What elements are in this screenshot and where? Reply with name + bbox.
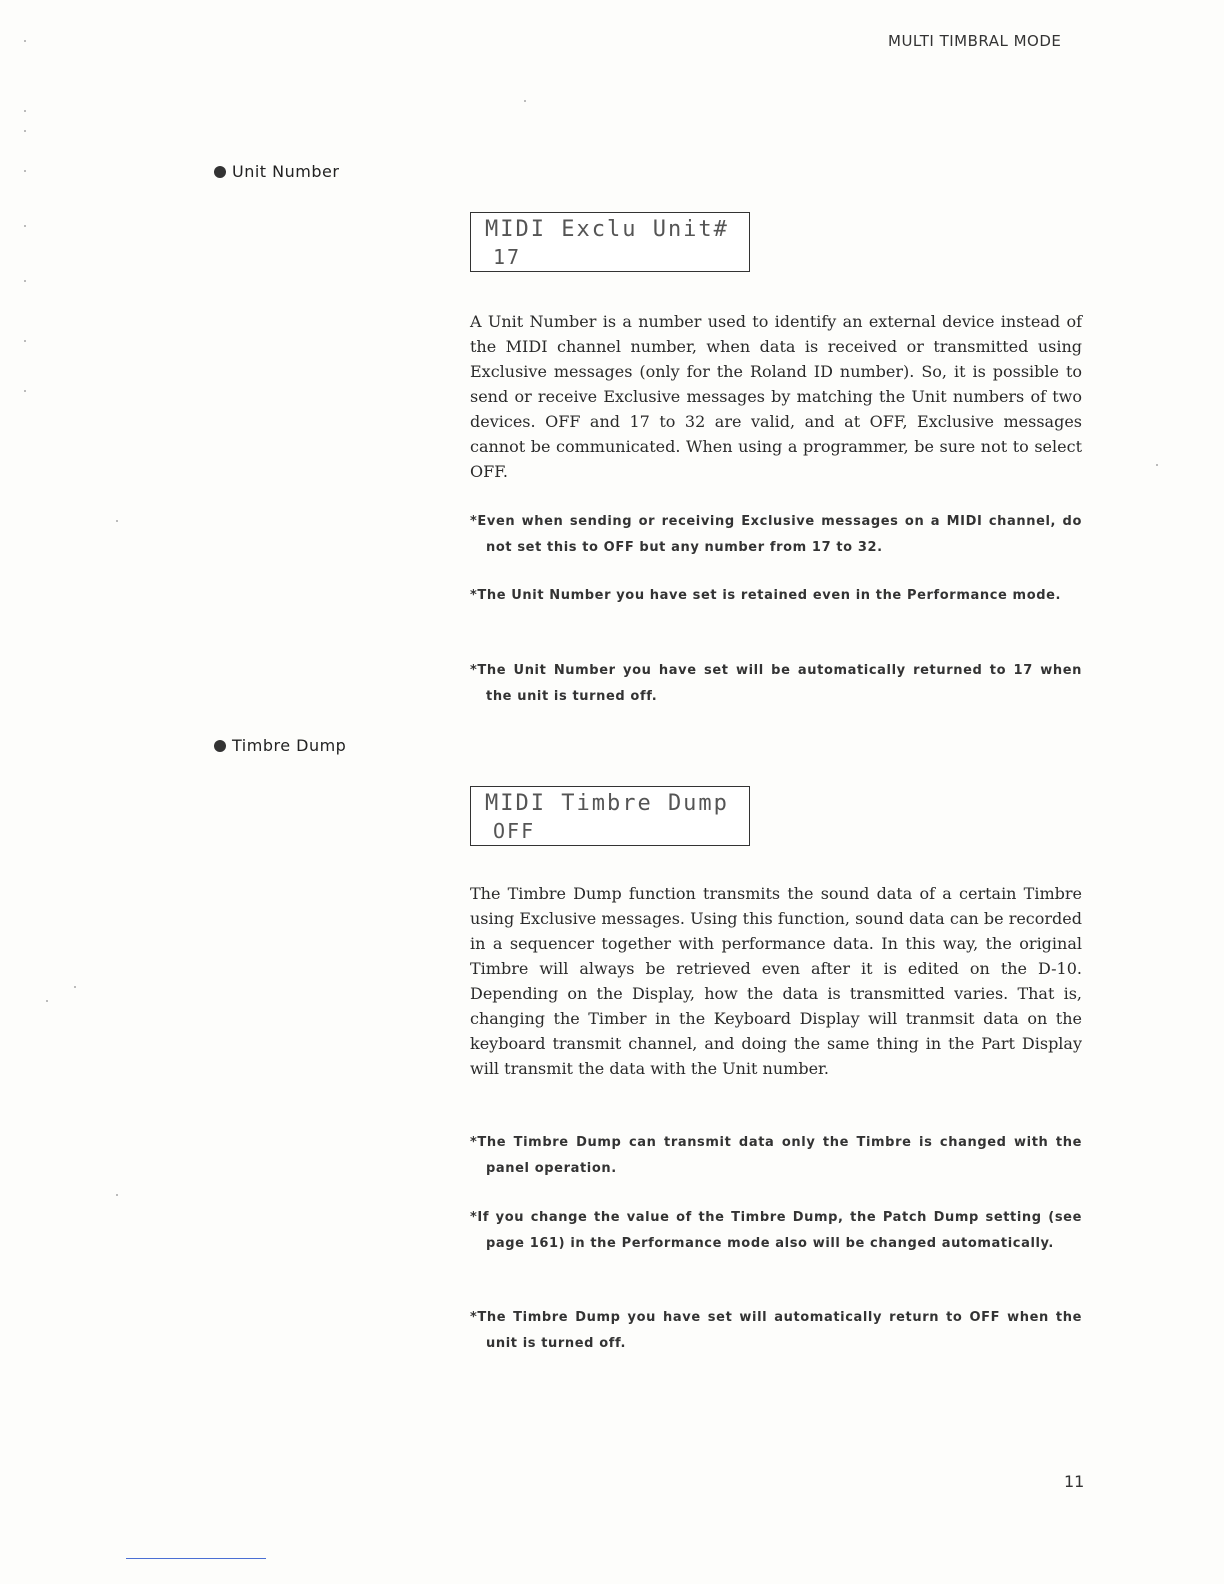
scan-artifact [46, 1000, 48, 1002]
timbre-dump-paragraph: The Timbre Dump function transmits the sound data of a certain Timbre using Exclusive messages. Using this function, sound data can be recorded in a sequencer together with performance data. In this way, the original Timbre will always be retrieved even after it is edited on the D-10. Depending on the Display, how the data is transmitted varies. That is, changing the Timber in the Keyboard Display will tranmsit data on the keyboard transmit channel, and doing the same thing in the Part Display will transmit the data with the Unit number. [470, 884, 1082, 1078]
footer-line [126, 1558, 266, 1559]
unit-number-paragraph: A Unit Number is a number used to identify an external device instead of the MIDI channel number, when data is received or transmitted using Exclusive messages (only for the Roland ID number). So, it is possible to send or receive Exclusive messages by matching the Unit numbers of two devices. OFF and 17 to 32 are valid, and at OFF, Exclusive messages cannot be communicated. When using a programmer, be sure not to select OFF. [470, 312, 1082, 481]
scan-artifact [24, 280, 26, 282]
scan-artifact [116, 1194, 118, 1196]
unit-number-note-1: *Even when sending or receiving Exclusive messages on a MIDI channel, do not set this to OFF but any number from 17 to 32. [470, 514, 1082, 555]
timbre-dump-note-1: *The Timbre Dump can transmit data only the Timbre is changed with the panel operation. [470, 1135, 1082, 1176]
bullet-icon [214, 740, 226, 752]
scan-artifact [24, 390, 26, 392]
lcd-line-2: OFF [493, 819, 536, 843]
scan-artifact [524, 100, 526, 102]
timbre-dump-note-2: *If you change the value of the Timbre Dump, the Patch Dump setting (see page 161) in the Performance mode also will be changed automatically. [470, 1210, 1082, 1251]
page-number: 11 [1064, 1472, 1085, 1491]
section-title-unit-number [214, 162, 339, 181]
unit-number-note-3: *The Unit Number you have set will be automatically returned to 17 when the unit is turned off. [470, 663, 1082, 704]
lcd-line-1: MIDI Timbre Dump [485, 791, 729, 816]
lcd-display-unit-number [470, 212, 750, 272]
section-title-text: Unit Number [232, 162, 340, 181]
scan-artifact [116, 520, 118, 522]
scan-artifact [24, 225, 26, 227]
scan-artifact [24, 340, 26, 342]
scan-artifact [24, 170, 26, 172]
scan-artifact [24, 130, 26, 132]
lcd-line-1: MIDI Exclu Unit# [485, 217, 729, 242]
unit-number-note-2: *The Unit Number you have set is retained even in the Performance mode. [470, 588, 1062, 603]
scan-artifact [1156, 464, 1158, 466]
lcd-display-timbre-dump [470, 786, 750, 846]
scan-artifact [74, 986, 76, 988]
running-header: MULTI TIMBRAL MODE [888, 32, 1062, 50]
scan-artifact [24, 110, 26, 112]
lcd-line-2: 17 [493, 245, 522, 269]
section-title-text: Timbre Dump [232, 736, 347, 755]
scan-artifact [24, 40, 26, 42]
section-title-timbre-dump [214, 736, 346, 755]
timbre-dump-note-3: *The Timbre Dump you have set will automatically return to OFF when the unit is turned off. [470, 1310, 1082, 1351]
bullet-icon [214, 166, 226, 178]
